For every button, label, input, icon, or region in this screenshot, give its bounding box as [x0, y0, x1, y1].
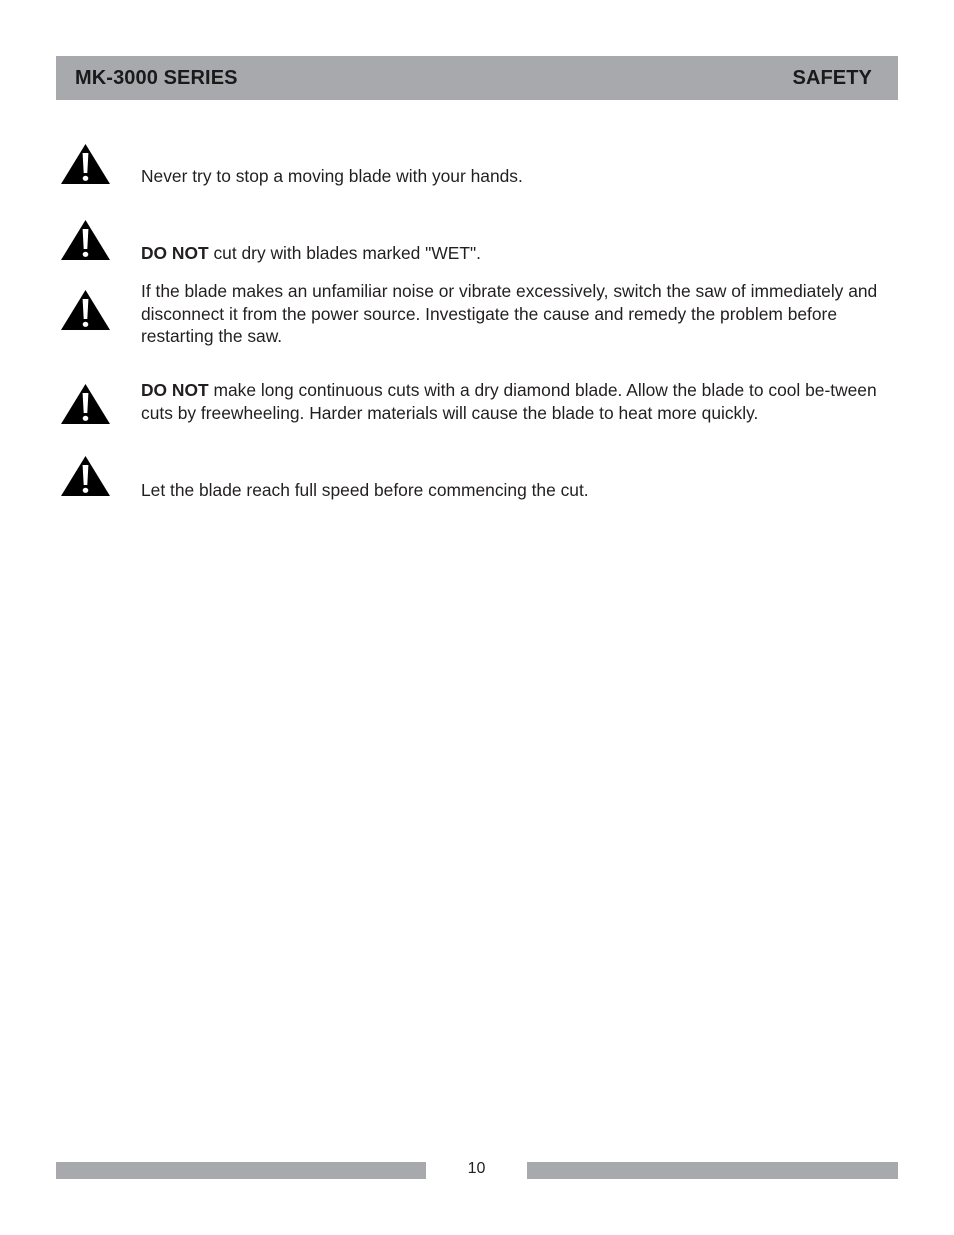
header-section-title: SAFETY — [792, 66, 872, 89]
page-number: 10 — [467, 1160, 486, 1177]
footer-bar-right — [527, 1162, 898, 1179]
safety-item-5 — [141, 479, 901, 502]
safety-item-2-emphasis: DO NOT — [141, 243, 209, 263]
warning-triangle-icon — [60, 143, 111, 185]
safety-item-2-text: cut dry with blades marked "WET". — [208, 243, 481, 263]
safety-item-5-text: Let the blade reach full speed before commencing the cut. — [141, 480, 589, 500]
warning-triangle-icon — [60, 383, 111, 425]
safety-item-2 — [141, 242, 901, 265]
warning-triangle-icon — [60, 289, 111, 331]
safety-item-3-text: If the blade makes an unfamiliar noise or vibrate excessively, switch the saw of immediately and disconnect it from the power source. Investigate the cause and remedy the problem before restarting the saw. — [141, 281, 878, 346]
safety-item-4-emphasis: DO NOT — [141, 380, 209, 400]
safety-item-3 — [141, 280, 901, 348]
footer-bar-left — [56, 1162, 426, 1179]
safety-item-1-text: Never try to stop a moving blade with your hands. — [141, 166, 523, 186]
warning-triangle-icon — [60, 455, 111, 497]
header-series-title: MK-3000 SERIES — [75, 66, 238, 89]
page-header — [56, 56, 898, 100]
safety-item-4 — [141, 379, 901, 424]
warning-triangle-icon — [60, 219, 111, 261]
safety-item-1 — [141, 165, 901, 188]
safety-item-4-text: make long continuous cuts with a dry diamond blade. Allow the blade to cool be-tween cuts by freewheeling. Harder materials will cause the blade to heat more quickly. — [141, 380, 877, 423]
